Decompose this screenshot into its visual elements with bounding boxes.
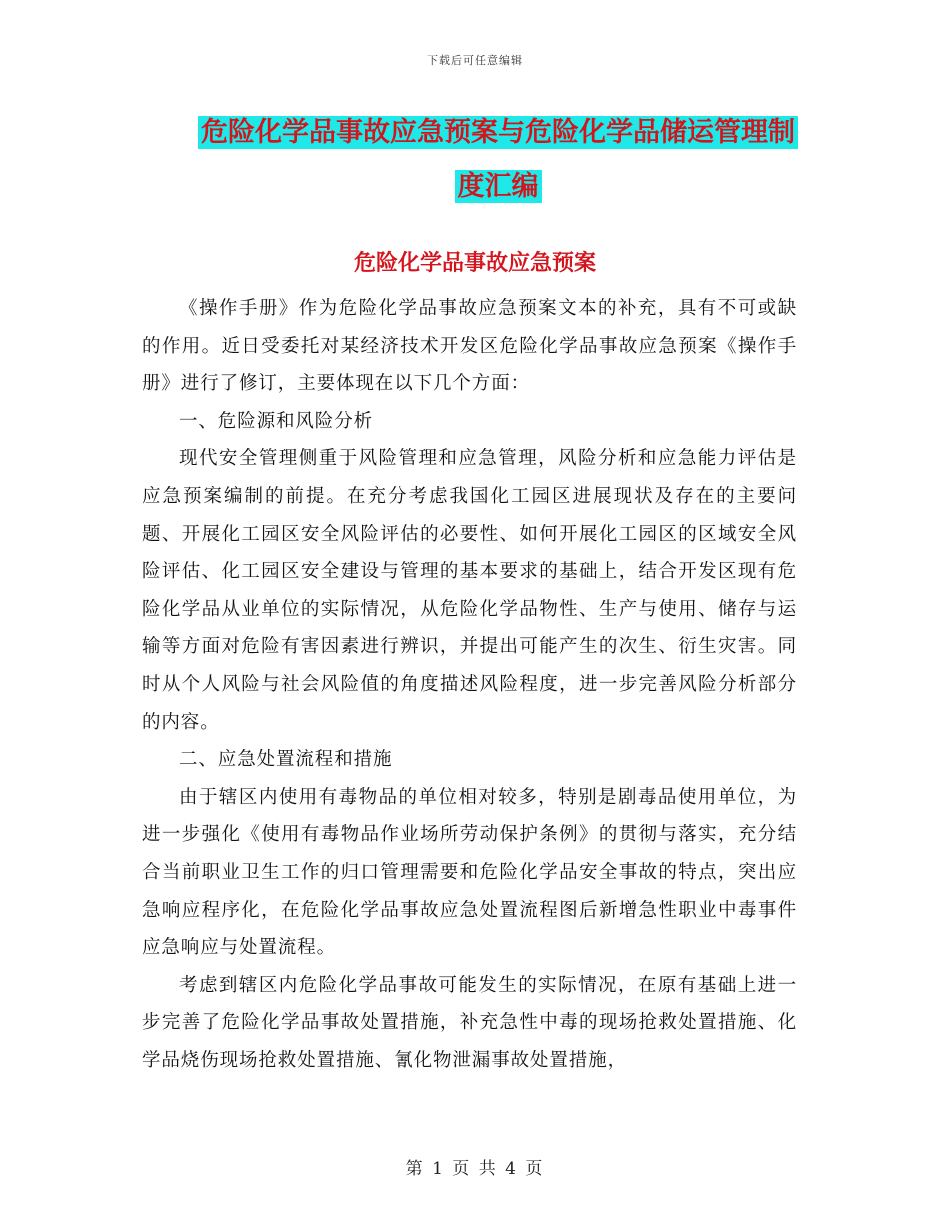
paragraph-disposal-measures: 考虑到辖区内危险化学品事故可能发生的实际情况，在原有基础上进一步完善了危险化学品事故处置措施，补充急性中毒的现场抢救处置措施、化学品烧伤现场抢救处置措施、氰化物泄漏事故处置措施， [142,974,797,1071]
heading-emergency-procedures: 二、应急处置流程和措施 [179,749,393,771]
document-title-text: 危险化学品事故应急预案与危险化学品储运管理制度汇编 [198,116,798,203]
paragraph-risk-analysis: 现代安全管理侧重于风险管理和应急管理，风险分析和应急能力评估是应急预案编制的前提。在充分考虑我国化工园区进展现状及存在的主要问题、开展化工园区安全风险评估的必要性、如何开展化工园区的区域安全风险评估、化工园区安全建设与管理的基本要求的基础上，结合开发区现有危险化学品从业单位的实际情况，从危险化学品物性、生产与使用、储存与运输等方面对危险有害因素进行辨识，并提出可能产生的次生、衍生灾害。同时从个人风险与社会风险值的角度描述风险程度，进一步完善风险分析部分的内容。 [142,448,797,733]
document-body [142,290,797,1079]
heading-risk-analysis: 一、危险源和风险分析 [179,410,374,432]
document-title [188,106,808,214]
page-header-note: 下载后可任意编辑 [427,54,523,67]
paragraph-intro: 《操作手册》作为危险化学品事故应急预案文本的补充，具有不可或缺的作用。近日受委托对某经济技术开发区危险化学品事故应急预案《操作手册》进行了修订，主要体现在以下几个方面： [142,298,797,395]
paragraph-toxic-materials: 由于辖区内使用有毒物品的单位相对较多，特别是剧毒品使用单位，为进一步强化《使用有毒物品作业场所劳动保护条例》的贯彻与落实，充分结合当前职业卫生工作的归口管理需要和危险化学品安全事故的特点，突出应急响应程序化，在危险化学品事故应急处置流程图后新增急性职业中毒事件应急响应与处置流程。 [142,786,797,959]
section-title: 危险化学品事故应急预案 [353,250,596,276]
page-number-footer: 第 1 页 共 4 页 [405,1159,545,1179]
